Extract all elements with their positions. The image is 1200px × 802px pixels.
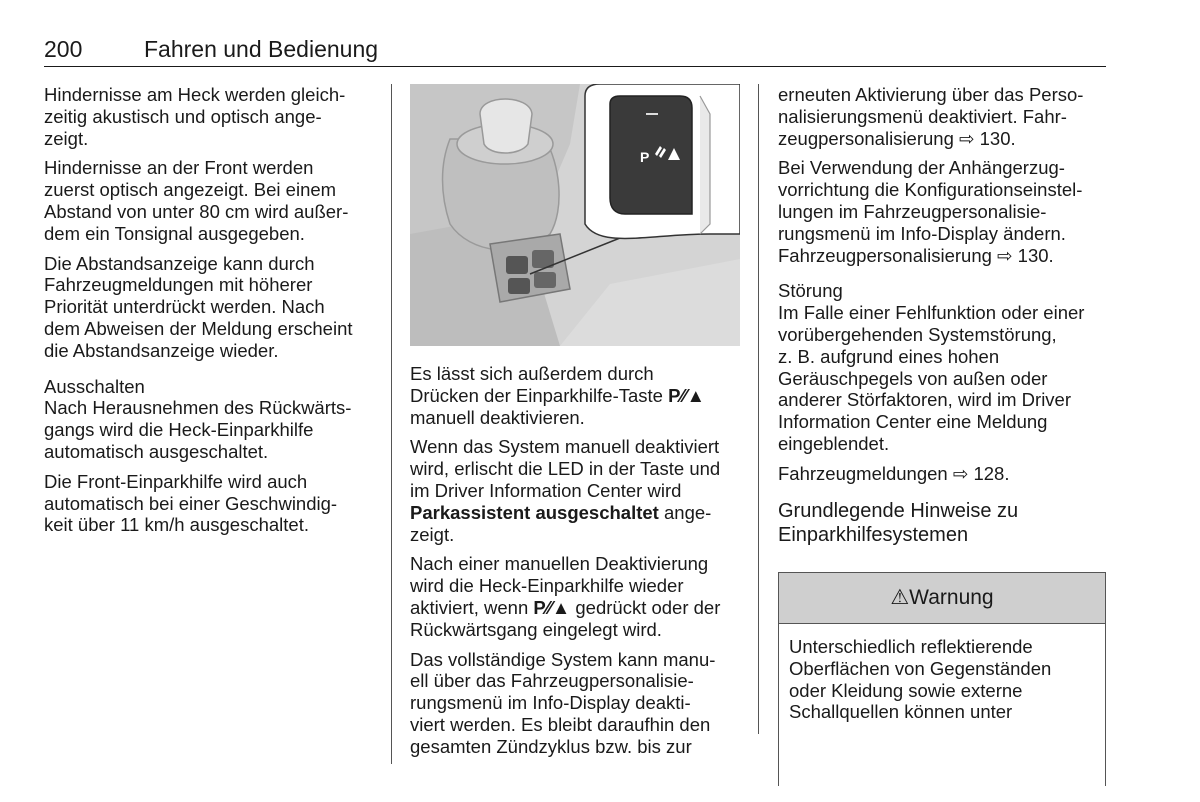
text: gedrückt oder der Rückwärtsgang eingelegt wird. bbox=[410, 596, 721, 640]
subheading-stoerung: Störung bbox=[778, 280, 843, 302]
console-illustration bbox=[410, 84, 740, 346]
warning-box bbox=[778, 572, 1106, 786]
column-divider-left bbox=[391, 84, 392, 764]
paragraph: erneuten Aktivierung über das Perso- nalisierungsmenü deaktiviert. Fahr- zeugpersonalisierung ⇨ 130. bbox=[778, 84, 1084, 149]
column-divider-right bbox=[758, 84, 759, 734]
header-rule bbox=[44, 66, 1106, 67]
paragraph: Hindernisse am Heck werden gleich- zeitig akustisch und optisch ange- zeigt. bbox=[44, 84, 346, 149]
section-heading: Grundlegende Hinweise zu Einparkhilfesystemen bbox=[778, 499, 1019, 546]
text: Nach einer manuellen Deaktivierung wird die Heck-Einparkhilfe wieder aktiviert, wenn bbox=[410, 553, 709, 618]
parking-assist-symbol: P⁄⁄▲ bbox=[668, 384, 705, 406]
paragraph: Die Abstandsanzeige kann durch Fahrzeugmeldungen mit höherer Priorität unterdrückt werden. Nach dem Abweisen der Meldung erscheint die Abstandsanzeige wieder. bbox=[44, 252, 353, 361]
paragraph bbox=[410, 363, 750, 428]
paragraph: Fahrzeugmeldungen ⇨ 128. bbox=[778, 462, 1010, 484]
paragraph bbox=[410, 436, 750, 545]
warning-title: ⚠Warnung bbox=[778, 572, 1106, 624]
paragraph: Im Falle einer Fehlfunktion oder einer vorübergehenden Systemstörung, z. B. aufgrund eines hohen Geräuschpegels von außen oder anderer Störfaktoren, wird im Driver Information Center eine Meldung eingeblendet. bbox=[778, 302, 1085, 454]
column-2 bbox=[410, 363, 750, 766]
warning-text: Unterschiedlich reflektierende Oberflächen von Gegenständen oder Kleidung sowie externe Schallquellen können unter bbox=[778, 624, 1106, 786]
paragraph: Die Front-Einparkhilfe wird auch automatisch bei einer Geschwindig- keit über 11 km/h ausgeschaltet. bbox=[44, 470, 338, 536]
paragraph bbox=[410, 553, 750, 640]
paragraph: Hindernisse an der Front werden zuerst optisch angezeigt. Bei einem Abstand von unter 80 cm wird außer- dem ein Tonsignal ausgegeben. bbox=[44, 157, 349, 244]
parking-assist-symbol: P⁄⁄▲ bbox=[533, 596, 571, 618]
page-header bbox=[44, 36, 1106, 66]
text: Wenn das System manuell deaktiviert wird, erlischt die LED in der Taste und im Driver Information Center wird bbox=[410, 436, 721, 501]
column-1 bbox=[44, 84, 379, 544]
paragraph: Nach Herausnehmen des Rückwärts- gangs wird die Heck-Einparkhilfe automatisch ausgeschaltet. bbox=[44, 397, 352, 462]
text: ange- zeigt. bbox=[410, 501, 712, 545]
subheading-ausschalten: Ausschalten bbox=[44, 375, 145, 397]
page-number: 200 bbox=[44, 36, 83, 62]
column-3 bbox=[778, 84, 1106, 559]
message-parkassistent: Parkassistent ausgeschaltet bbox=[410, 501, 659, 523]
text: manuell deaktivieren. bbox=[410, 406, 585, 428]
text: Es lässt sich außerdem durch Drücken der Einparkhilfe-Taste bbox=[410, 363, 663, 406]
parking-button-label: P bbox=[640, 149, 650, 165]
chapter-title: Fahren und Bedienung bbox=[144, 36, 379, 62]
parking-button-figure bbox=[410, 84, 740, 346]
paragraph: Bei Verwendung der Anhängerzug- vorrichtung die Konfigurationseinstel- lungen im Fahrzeugpersonalisie- rungsmenü im Info-Display ändern. Fahrzeugpersonalisierung ⇨ 130. bbox=[778, 157, 1083, 266]
paragraph: Das vollständige System kann manu- ell über das Fahrzeugpersonalisie- rungsmenü im Info-Display deakti- viert werden. Es bleibt daraufhin den gesamten Zündzyklus bzw. bis zur bbox=[410, 648, 716, 757]
